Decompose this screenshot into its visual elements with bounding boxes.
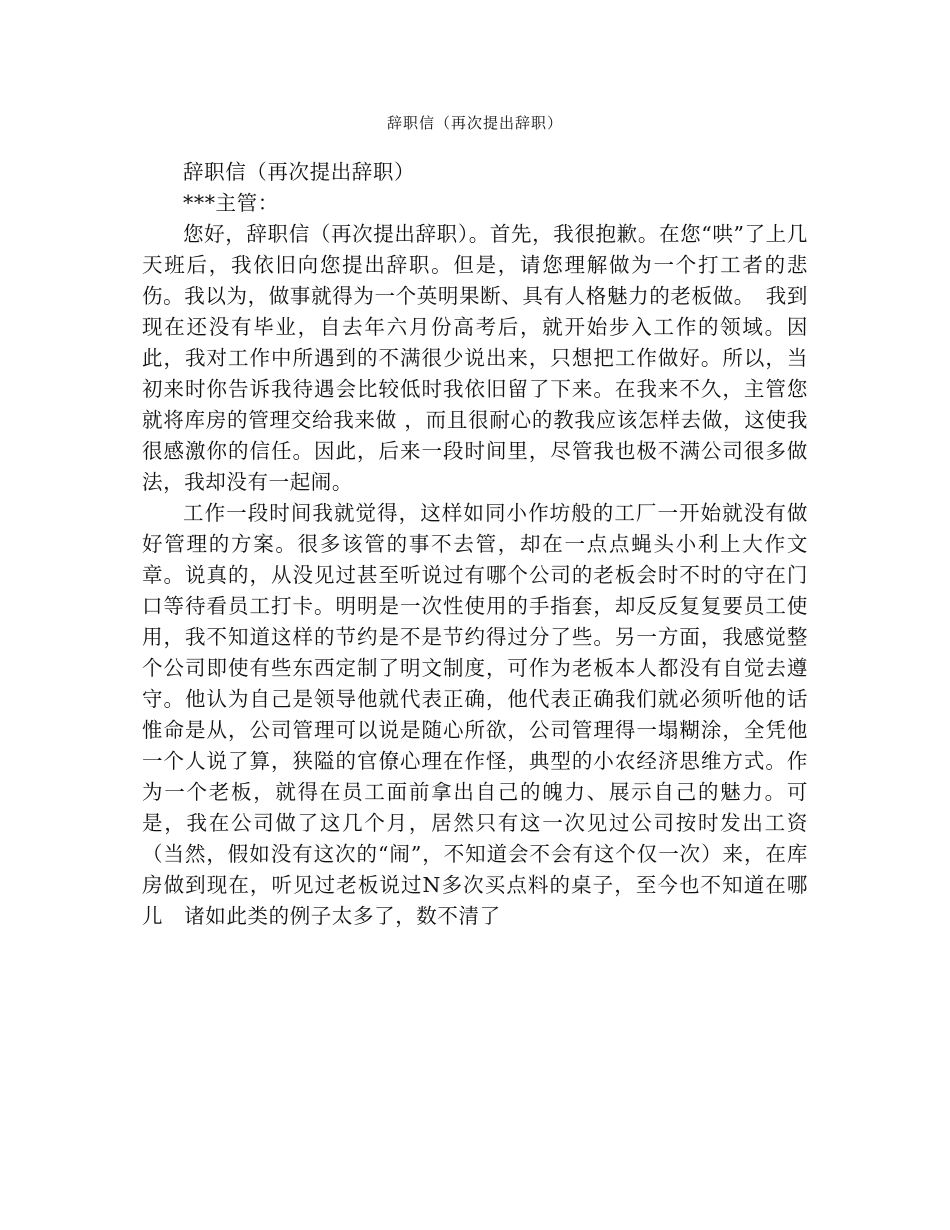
page-header-title: 辞职信（再次提出辞职） [386, 114, 563, 132]
letter-salutation: ***主管： [183, 191, 279, 215]
letter-body [142, 157, 808, 932]
letter-paragraph-1: 您好，辞职信（再次提出辞职）。首先，我很抱歉。在您“哄”了上几天班后，我依旧向您提出辞职。但是，请您理解做为一个打工者的悲伤。我以为，做事就得为一个英明果断、具有人格魅力的老板做。 我到现在还没有毕业，自去年六月份高考后，就开始步入工作的领域。因此，我对工作中所遇到的不满很少说出来，只想把工作做好。所以，当初来时你告诉我待遇会比较低时我依旧留了下来。在我来不久，主管您就将库房的管理交给我来做 ，而且很耐心的教我应该怎样去做，这使我很感激你的信任。因此，后来一段时间里，尽管我也极不满公司很多做法，我却没有一起闹。 [142, 222, 808, 494]
letter-title-line: 辞职信（再次提出辞职） [183, 160, 416, 184]
letter-paragraph-2: 工作一段时间我就觉得，这样如同小作坊般的工厂一开始就没有做好管理的方案。很多该管的事不去管，却在一点点蝇头小利上大作文章。说真的，从没见过甚至听说过有哪个公司的老板会时不时的守在门口等待看员工打卡。明明是一次性使用的手指套，却反反复复要员工使用，我不知道这样的节约是不是节约得过分了些。另一方面，我感觉整个公司即使有些东西定制了明文制度，可作为老板本人都没有自觉去遵守。他认为自己是领导他就代表正确，他代表正确我们就必须听他的话惟命是从，公司管理可以说是随心所欲，公司管理得一塌糊涂，全凭他一个人说了算，狭隘的官僚心理在作怪，典型的小农经济思维方式。作为一个老板，就得在员工面前拿出自己的魄力、展示自己的魅力。可是，我在公司做了这几个月，居然只有这一次见过公司按时发出工资（当然，假如没有这次的“闹”，不知道会不会有这个仅一次）来，在库房做到现在，听见过老板说过N多次买点料的桌子，至今也不知道在哪儿 诸如此类的例子太多了，数不清了 [142, 501, 808, 928]
